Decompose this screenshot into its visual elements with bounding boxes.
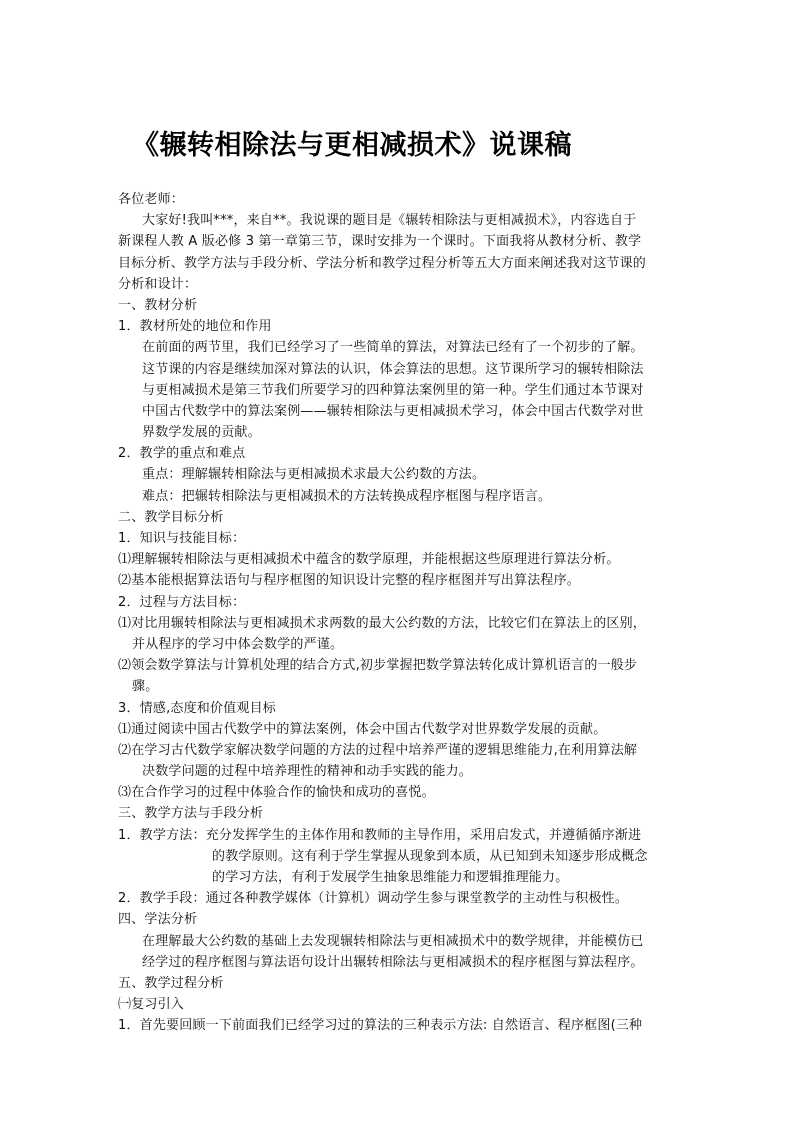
document-body — [118, 189, 678, 1037]
paragraph-line: 经学过的程序框图与算法语句设计出辗转相除法与更相减损术的程序框图与算法程序。 — [142, 954, 644, 970]
subsection-heading: 2．教学的重点和难点 — [118, 446, 246, 462]
section-heading: 三、教学方法与手段分析 — [118, 806, 264, 822]
subsection-heading: 1．教材所处的地位和作用 — [118, 319, 272, 335]
teaching-method-continuation: 的学习方法，有利于发展学生抽象思维能力和逻辑推理能力。 — [212, 870, 569, 885]
list-item: ⑵基本能根据算法语句与程序框图的知识设计完整的程序框图并写出算法程序。 — [118, 573, 581, 589]
intro-paragraph-line: 目标分析、教学方法与手段分析、学法分析和教学过程分析等五大方面来阐述我对这节课的 — [118, 255, 647, 271]
paragraph-line: 在前面的两节里，我们已经学习了一些简单的算法，对算法已经有了一个初步的了解。 — [142, 340, 644, 356]
teaching-method-continuation: 的教学原则。这有利于学生掌握从现象到本质，从已知到未知逐步形成概念 — [212, 848, 648, 864]
section-heading: 二、教学目标分析 — [118, 509, 224, 525]
intro-paragraph-line: 大家好!我叫***，来自**。我说课的题目是《辗转相除法与更相减损术》，内容选自于 — [142, 213, 637, 229]
subsection-heading: 2．过程与方法目标： — [118, 594, 246, 610]
teaching-method-line: 1．教学方法：充分发挥学生的主体作用和教师的主导作用，采用启发式，并遵循循序渐进 — [118, 827, 642, 843]
list-item-continuation: 并从程序的学习中体会数学的严谨。 — [132, 636, 344, 652]
subsection-heading: ㈠复习引入 — [118, 997, 185, 1013]
section-heading: 四、学法分析 — [118, 912, 198, 928]
list-item-continuation: 决数学问题的过程中培养理性的精神和动手实践的能力。 — [142, 764, 473, 780]
section-heading: 五、教学过程分析 — [118, 975, 224, 991]
list-item: ⑴通过阅读中国古代数学中的算法案例，体会中国古代数学对世界数学发展的贡献。 — [118, 721, 607, 737]
list-item: ⑴理解辗转相除法与更相减损术中蕴含的数学原理，并能根据这些原理进行算法分析。 — [118, 552, 620, 568]
list-item: 1．首先要回顾一下前面我们已经学习过的算法的三种表示方法: 自然语言、程序框图(三种 — [118, 1018, 643, 1034]
key-point-line: 重点：理解辗转相除法与更相减损术求最大公约数的方法。 — [142, 467, 486, 483]
list-item: ⑵在学习古代数学家解决数学问题的方法的过程中培养严谨的逻辑思维能力,在利用算法解 — [118, 742, 638, 758]
subsection-heading: 1．知识与技能目标： — [118, 531, 246, 546]
list-item: ⑶在合作学习的过程中体验合作的愉快和成功的喜悦。 — [118, 785, 435, 801]
intro-paragraph-line: 新课程人教 A 版必修 3 第一章第三节，课时安排为一个课时。下面我将从教材分析、教学 — [118, 234, 642, 250]
paragraph-line: 与更相减损术是第三节我们所要学习的四种算法案例里的第一种。学生们通过本节课对 — [142, 382, 644, 398]
teaching-means-line: 2．教学手段：通过各种教学媒体（计算机）调动学生参与课堂教学的主动性与积极性。 — [118, 891, 629, 907]
paragraph-line: 界数学发展的贡献。 — [142, 425, 261, 441]
salutation: 各位老师： — [118, 192, 185, 207]
list-item-continuation: 骤。 — [132, 679, 159, 695]
intro-paragraph-line: 分析和设计： — [118, 276, 198, 292]
paragraph-line: 中国古代数学中的算法案例——辗转相除法与更相减损术学习，体会中国古代数学对世 — [142, 403, 644, 419]
difficult-point-line: 难点：把辗转相除法与更相减损术的方法转换成程序框图与程序语言。 — [142, 488, 552, 504]
paragraph-line: 在理解最大公约数的基础上去发现辗转相除法与更相减损术中的数学规律，并能模仿已 — [142, 933, 644, 949]
list-item: ⑴对比用辗转相除法与更相减损术求两数的最大公约数的方法，比较它们在算法上的区别， — [118, 615, 647, 631]
paragraph-line: 这节课的内容是继续加深对算法的认识，体会算法的思想。这节课所学习的辗转相除法 — [142, 361, 644, 377]
subsection-heading: 3．情感,态度和价值观目标 — [118, 700, 277, 716]
section-heading: 一、教材分析 — [118, 297, 198, 313]
document-title: 《辗转相除法与更相减损术》说课稿 — [132, 130, 572, 161]
list-item: ⑵领会数学算法与计算机处理的结合方式,初步掌握把数学算法转化成计算机语言的一般步 — [118, 658, 638, 674]
